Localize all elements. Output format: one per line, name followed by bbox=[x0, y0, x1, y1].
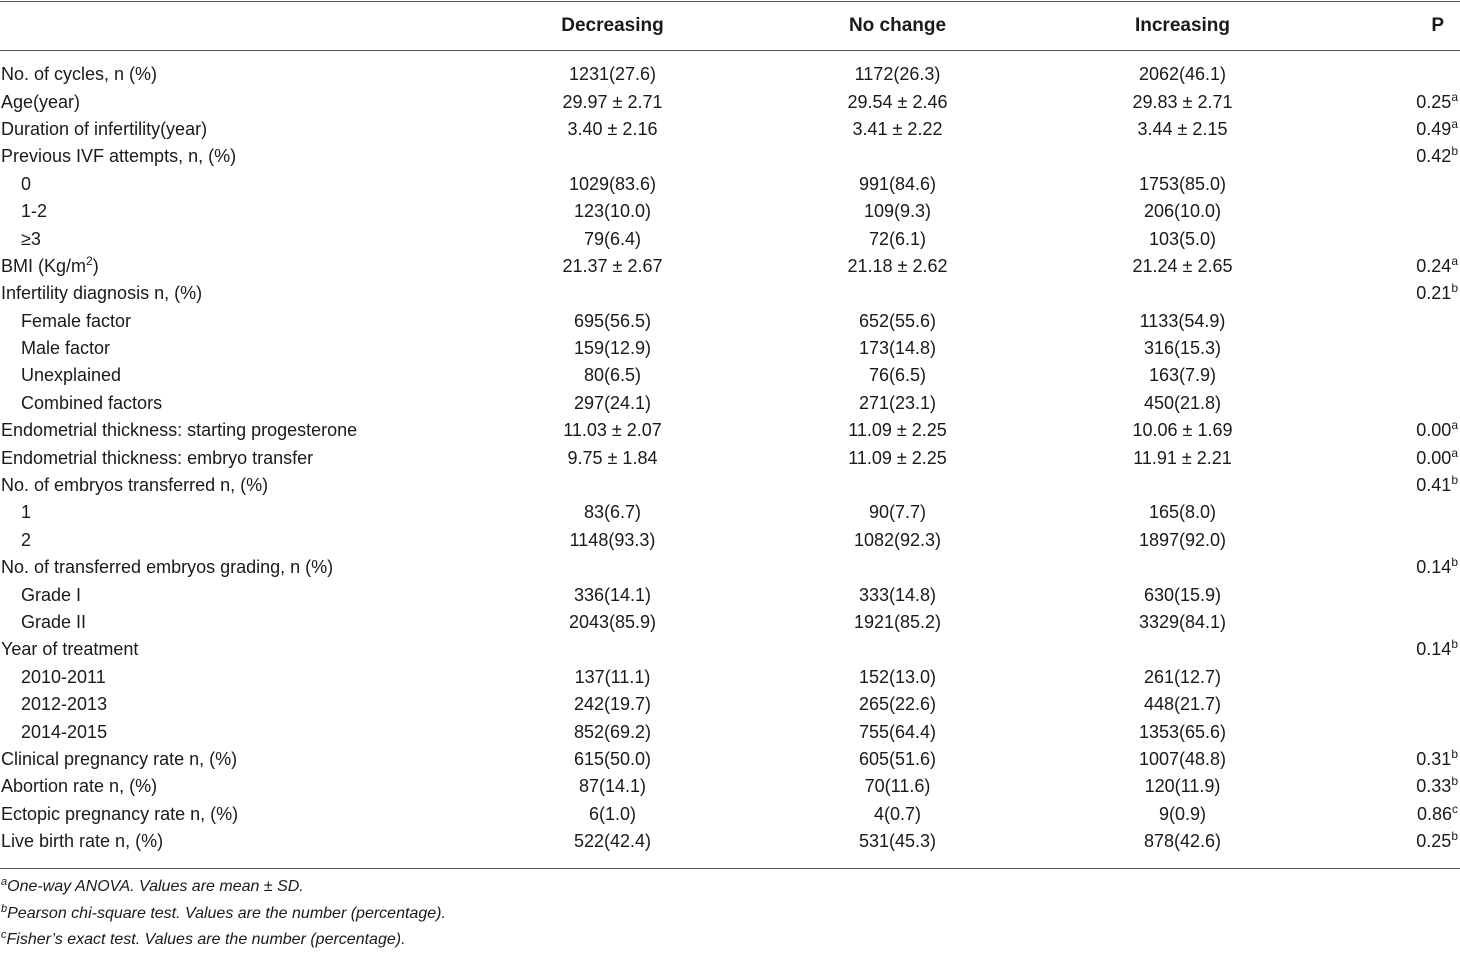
row-label: Ectopic pregnancy rate n, (%) bbox=[1, 803, 239, 824]
cell-no-change: 72(6.1) bbox=[868, 228, 927, 249]
cell-increasing bbox=[1040, 554, 1325, 581]
cell-p-value: 0.00$^a$ bbox=[1416, 445, 1458, 468]
spacer-row bbox=[0, 51, 1460, 61]
row-label: ≥3 bbox=[21, 228, 41, 249]
table-row bbox=[0, 253, 1460, 280]
cell-p-value: 0.42$^b$ bbox=[1416, 144, 1458, 167]
table-row bbox=[0, 116, 1460, 143]
row-label: Unexplained bbox=[21, 365, 122, 386]
cell-increasing: 206(10.0) bbox=[1143, 201, 1222, 222]
cell-no-change: 531(45.3) bbox=[858, 831, 937, 852]
table-row bbox=[0, 499, 1460, 526]
header-increasing: Increasing bbox=[1134, 14, 1231, 36]
cell-no-change: 4(0.7) bbox=[873, 803, 922, 824]
row-label: Age(year) bbox=[1, 91, 81, 112]
table-row bbox=[0, 801, 1460, 828]
cell-increasing: 165(8.0) bbox=[1148, 502, 1217, 523]
cell-p-value bbox=[1325, 171, 1460, 198]
cell-no-change: 605(51.6) bbox=[858, 748, 937, 769]
cell-decreasing: 159(12.9) bbox=[573, 338, 652, 359]
row-label: Abortion rate n, (%) bbox=[1, 776, 158, 797]
cell-p-value: 0.86$^c$ bbox=[1416, 801, 1458, 824]
cell-increasing: 103(5.0) bbox=[1148, 228, 1217, 249]
cell-increasing: 1753(85.0) bbox=[1138, 173, 1227, 194]
cell-no-change bbox=[755, 280, 1040, 307]
cell-decreasing: 695(56.5) bbox=[573, 310, 652, 331]
cell-decreasing: 79(6.4) bbox=[583, 228, 642, 249]
cell-decreasing: 80(6.5) bbox=[583, 365, 642, 386]
cell-no-change bbox=[755, 554, 1040, 581]
cell-increasing bbox=[1040, 280, 1325, 307]
row-label: BMI $(Kg/m^2)$ bbox=[1, 253, 99, 276]
cell-p-value bbox=[1325, 609, 1460, 636]
row-label: Year of treatment bbox=[1, 639, 139, 660]
table-row bbox=[0, 362, 1460, 389]
row-label: 2012-2013 bbox=[21, 694, 108, 715]
row-label: Female factor bbox=[21, 310, 132, 331]
row-label: Grade II bbox=[21, 612, 87, 632]
cell-decreasing bbox=[470, 143, 755, 170]
cell-decreasing: 83(6.7) bbox=[583, 502, 642, 523]
cell-p-value bbox=[1325, 390, 1460, 417]
cell-no-change: 29.54 ± 2.46 bbox=[847, 91, 948, 112]
cell-increasing: 163(7.9) bbox=[1148, 365, 1217, 386]
row-label: No. of cycles, n (%) bbox=[1, 64, 158, 85]
cell-increasing: 3.44 ± 2.15 bbox=[1137, 118, 1228, 139]
cell-p-value: 0.21$^b$ bbox=[1416, 281, 1458, 304]
cell-increasing: 21.24 ± 2.65 bbox=[1132, 255, 1233, 276]
cell-no-change: 109(9.3) bbox=[863, 201, 932, 222]
cell-p-value bbox=[1325, 527, 1460, 554]
cell-decreasing: 615(50.0) bbox=[573, 748, 652, 769]
table-row bbox=[0, 390, 1460, 417]
cell-decreasing bbox=[470, 554, 755, 581]
cell-p-value bbox=[1325, 198, 1460, 225]
cell-increasing: 261(12.7) bbox=[1143, 666, 1222, 687]
cell-no-change: 70(11.6) bbox=[864, 776, 931, 797]
table-row bbox=[0, 472, 1460, 499]
row-label: Male factor bbox=[21, 338, 111, 359]
cell-no-change: 152(13.0) bbox=[858, 666, 937, 687]
cell-increasing: 1007(48.8) bbox=[1138, 748, 1227, 769]
table-row bbox=[0, 61, 1460, 88]
row-label: Grade I bbox=[21, 584, 82, 605]
table-row bbox=[0, 664, 1460, 691]
cell-decreasing bbox=[470, 472, 755, 499]
cell-decreasing: 1231(27.6) bbox=[568, 64, 657, 85]
cell-decreasing: 297(24.1) bbox=[573, 392, 652, 413]
cell-increasing: 2062(46.1) bbox=[1138, 64, 1227, 85]
cell-no-change: 265(22.6) bbox=[858, 694, 937, 715]
cell-decreasing: 3.40 ± 2.16 bbox=[567, 118, 658, 139]
cell-decreasing: 522(42.4) bbox=[573, 831, 652, 852]
row-label: No. of embryos transferred n, (%) bbox=[1, 475, 269, 496]
row-label: 0 bbox=[21, 173, 32, 194]
cell-p-value bbox=[1325, 691, 1460, 718]
cell-no-change: 1921(85.2) bbox=[853, 612, 942, 632]
cell-increasing bbox=[1040, 143, 1325, 170]
table-footnotes bbox=[1, 874, 446, 954]
cell-p-value: 0.25$^a$ bbox=[1416, 89, 1458, 112]
cell-no-change: 76(6.5) bbox=[868, 365, 927, 386]
row-label: 2 bbox=[21, 529, 32, 550]
table-row bbox=[0, 225, 1460, 252]
table-row bbox=[0, 581, 1460, 608]
cell-decreasing: 1148(93.3) bbox=[569, 529, 656, 550]
table-row bbox=[0, 280, 1460, 307]
cell-p-value: 0.00$^a$ bbox=[1416, 418, 1458, 441]
footnote: $^b$Pearson chi-square test. Values are the number (percentage). bbox=[1, 902, 446, 922]
cell-increasing: 316(15.3) bbox=[1143, 338, 1222, 359]
row-label: 1-2 bbox=[21, 201, 48, 222]
row-label: Live birth rate n, (%) bbox=[1, 831, 164, 852]
table-row bbox=[0, 198, 1460, 225]
cell-no-change: 21.18 ± 2.62 bbox=[847, 255, 948, 276]
cell-increasing: 11.91 ± 2.21 bbox=[1133, 447, 1232, 468]
table-row bbox=[0, 828, 1460, 855]
table-bottom-rule bbox=[0, 868, 1460, 869]
cell-p-value bbox=[1325, 581, 1460, 608]
cell-decreasing: 137(11.1) bbox=[574, 666, 651, 687]
row-label: Combined factors bbox=[21, 392, 163, 413]
cell-p-value bbox=[1325, 664, 1460, 691]
table-header bbox=[0, 0, 1460, 51]
row-label: Endometrial thickness: embryo transfer bbox=[1, 447, 314, 468]
cell-p-value bbox=[1325, 362, 1460, 389]
table-row bbox=[0, 444, 1460, 471]
header-label-column bbox=[0, 0, 470, 51]
cell-increasing bbox=[1040, 472, 1325, 499]
cell-p-value: 0.14$^b$ bbox=[1416, 637, 1458, 660]
cell-decreasing: 11.03 ± 2.07 bbox=[563, 420, 662, 441]
cell-no-change: 90(7.7) bbox=[868, 502, 927, 523]
footnote: $^a$One-way ANOVA. Values are mean ± SD. bbox=[1, 876, 304, 895]
cell-no-change: 3.41 ± 2.22 bbox=[852, 118, 943, 139]
cell-decreasing: 336(14.1) bbox=[573, 584, 652, 605]
table-row bbox=[0, 143, 1460, 170]
cell-no-change: 1082(92.3) bbox=[853, 529, 942, 550]
footnote: $^c$Fisher’s exact test. Values are the number (percentage). bbox=[1, 929, 406, 948]
cell-no-change: 333(14.8) bbox=[858, 584, 937, 605]
row-label: 2010-2011 bbox=[21, 666, 106, 687]
cell-p-value bbox=[1325, 499, 1460, 526]
cell-decreasing: 852(69.2) bbox=[573, 721, 652, 742]
table-row bbox=[0, 417, 1460, 444]
cell-decreasing: 87(14.1) bbox=[578, 776, 647, 797]
cell-decreasing: 123(10.0) bbox=[573, 201, 652, 222]
cell-decreasing: 6(1.0) bbox=[588, 803, 637, 824]
cell-increasing: 448(21.7) bbox=[1143, 694, 1222, 715]
cell-increasing: 450(21.8) bbox=[1143, 392, 1222, 413]
cell-no-change bbox=[755, 472, 1040, 499]
cell-increasing bbox=[1040, 636, 1325, 663]
row-label: Duration of infertility(year) bbox=[1, 118, 208, 139]
row-label: 1 bbox=[21, 502, 32, 523]
cell-p-value: 0.33$^b$ bbox=[1416, 774, 1458, 797]
table-row bbox=[0, 335, 1460, 362]
cell-no-change: 173(14.8) bbox=[858, 338, 937, 359]
cell-no-change: 1172(26.3) bbox=[854, 64, 941, 85]
cell-increasing: 878(42.6) bbox=[1143, 831, 1222, 852]
cell-increasing: 9(0.9) bbox=[1158, 803, 1207, 824]
table-row bbox=[0, 171, 1460, 198]
cell-no-change: 11.09 ± 2.25 bbox=[848, 447, 947, 468]
cell-decreasing bbox=[470, 280, 755, 307]
cell-no-change bbox=[755, 636, 1040, 663]
cell-p-value bbox=[1325, 718, 1460, 745]
cell-decreasing: 29.97 ± 2.71 bbox=[562, 91, 663, 112]
cell-no-change: 991(84.6) bbox=[858, 173, 937, 194]
header-row bbox=[0, 0, 1460, 51]
cell-decreasing: 242(19.7) bbox=[573, 694, 652, 715]
cell-increasing: 3329(84.1) bbox=[1138, 612, 1227, 632]
row-label: Endometrial thickness: starting progesterone bbox=[1, 420, 358, 441]
table-row bbox=[0, 718, 1460, 745]
cell-no-change: 271(23.1) bbox=[858, 392, 937, 413]
row-label: Previous IVF attempts, n, (%) bbox=[1, 146, 237, 167]
cell-no-change: 11.09 ± 2.25 bbox=[848, 420, 947, 441]
cell-no-change bbox=[755, 143, 1040, 170]
cell-increasing: 1897(92.0) bbox=[1138, 529, 1227, 550]
table-row bbox=[0, 773, 1460, 800]
row-label: 2014-2015 bbox=[21, 721, 108, 742]
table-row bbox=[0, 691, 1460, 718]
table-row bbox=[0, 527, 1460, 554]
cell-p-value bbox=[1325, 61, 1460, 88]
table-row bbox=[0, 88, 1460, 115]
cell-p-value: 0.25$^b$ bbox=[1416, 829, 1458, 852]
table-row bbox=[0, 746, 1460, 773]
header-decreasing: Decreasing bbox=[561, 14, 664, 36]
table-row bbox=[0, 609, 1460, 636]
cell-p-value: 0.41$^b$ bbox=[1416, 473, 1458, 496]
row-label: No. of transferred embryos grading, n (%) bbox=[1, 557, 334, 578]
cell-p-value: 0.49$^a$ bbox=[1416, 116, 1458, 139]
cell-p-value: 0.14$^b$ bbox=[1416, 555, 1458, 578]
cell-increasing: 630(15.9) bbox=[1143, 584, 1222, 605]
cell-no-change: 755(64.4) bbox=[858, 721, 937, 742]
cell-no-change: 652(55.6) bbox=[858, 310, 937, 331]
row-label: Infertility diagnosis n, (%) bbox=[1, 283, 203, 304]
cell-increasing: 1133(54.9) bbox=[1139, 310, 1226, 331]
cell-decreasing bbox=[470, 636, 755, 663]
cell-increasing: 1353(65.6) bbox=[1138, 721, 1227, 742]
cell-decreasing: 21.37 ± 2.67 bbox=[562, 255, 663, 276]
table-row bbox=[0, 636, 1460, 663]
header-no-change: No change bbox=[848, 14, 947, 36]
cell-p-value bbox=[1325, 225, 1460, 252]
table-row bbox=[0, 308, 1460, 335]
cell-decreasing: 2043(85.9) bbox=[568, 612, 657, 632]
cell-increasing: 120(11.9) bbox=[1144, 776, 1221, 797]
header-p-value: P bbox=[1431, 14, 1444, 36]
cell-p-value: 0.24$^a$ bbox=[1416, 253, 1458, 276]
cell-p-value: 0.31$^b$ bbox=[1416, 746, 1458, 769]
cell-decreasing: 9.75 ± 1.84 bbox=[567, 447, 658, 468]
cell-p-value bbox=[1325, 308, 1460, 335]
cell-increasing: 10.06 ± 1.69 bbox=[1132, 420, 1233, 441]
cell-decreasing: 1029(83.6) bbox=[568, 173, 657, 194]
cell-increasing: 29.83 ± 2.71 bbox=[1132, 91, 1233, 112]
row-label: Clinical pregnancy rate n, (%) bbox=[1, 748, 238, 769]
table-body bbox=[0, 51, 1460, 855]
cell-p-value bbox=[1325, 335, 1460, 362]
table-row bbox=[0, 554, 1460, 581]
